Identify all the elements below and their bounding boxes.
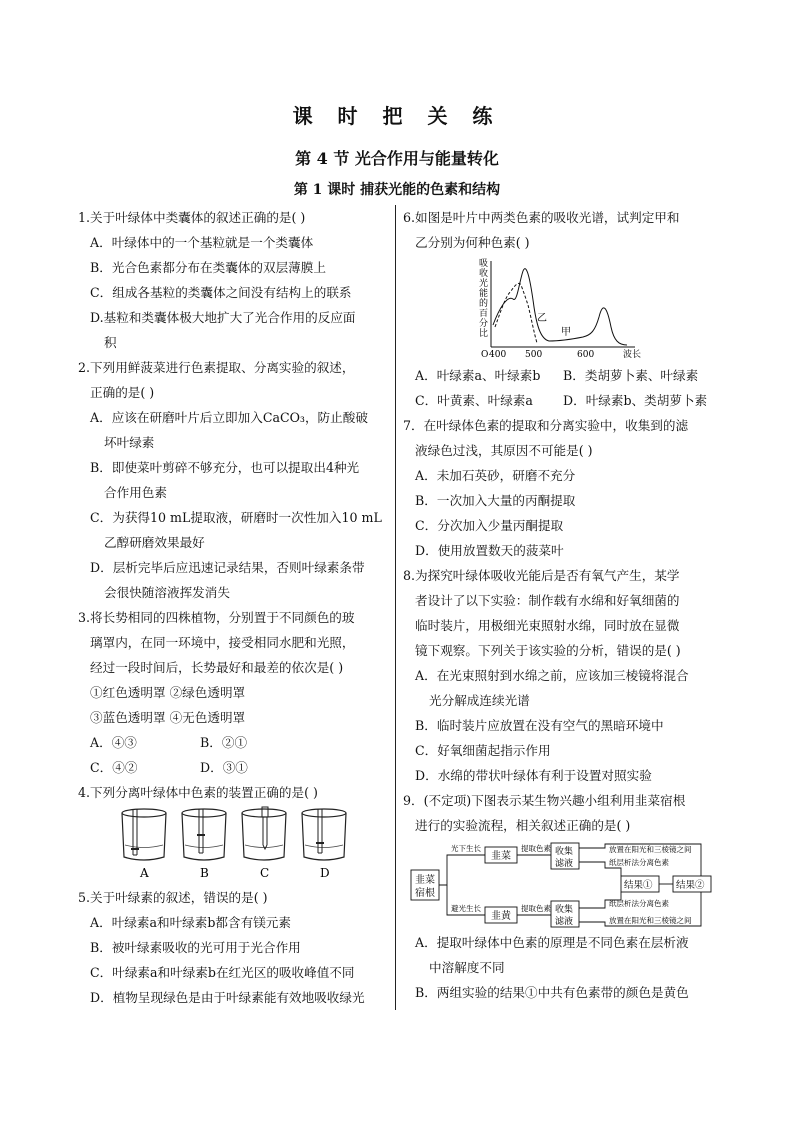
label-paper-bot: 纸层析法分离色素 [609, 899, 669, 908]
question-2 [78, 355, 388, 605]
question-stem: 3.将长势相同的四株植物，分别置于不同颜色的玻 [78, 610, 355, 625]
option-c-cont: 乙醇研磨效果最好 [104, 535, 205, 550]
question-stem: 4.下列分离叶绿体中色素的装置正确的是( ) [78, 785, 318, 800]
option-b[interactable]: B．一次加入大量的丙酮提取 [415, 493, 576, 508]
column-divider [395, 205, 396, 1010]
option-a[interactable]: A．未加石英砂，研磨不充分 [415, 468, 576, 483]
svg-text:分: 分 [479, 319, 489, 329]
x-tick-400: 400 [489, 350, 507, 360]
label-light: 光下生长 [451, 844, 481, 853]
option-c[interactable]: C．组成各基粒的类囊体之间没有结构上的联系 [90, 285, 352, 300]
svg-text:光: 光 [479, 279, 489, 289]
label-leek: 韭菜 [491, 851, 511, 862]
axis-origin: O [481, 350, 489, 360]
question-stem-cont: 经过一段时间后，长势最好和最差的依次是( ) [90, 660, 344, 675]
question-stem: 6.如图是叶片中两类色素的吸收光谱，试判定甲和 [403, 210, 680, 225]
y-axis-label [479, 258, 488, 339]
option-d[interactable]: D．植物呈现绿色是由于叶绿素能有效地吸收绿光 [90, 990, 365, 1005]
option-b[interactable]: B．光合色素都分布在类囊体的双层薄膜上 [90, 260, 326, 275]
curve-label-jia: 甲 [561, 327, 571, 338]
question-4 [78, 780, 388, 885]
condition-list: ③蓝色透明罩 ④无色透明罩 [90, 710, 246, 725]
label-result-1: 结果① [624, 880, 653, 891]
question-stem: 9．(不定项)下图表示某生物兴趣小组利用韭菜宿根 [403, 793, 686, 808]
question-stem-cont: 镜下观察。下列关于该实验的分析，错误的是( ) [415, 643, 681, 658]
question-stem: 1.关于叶绿体中类囊体的叙述正确的是( ) [78, 210, 306, 225]
option-row [78, 730, 388, 755]
section-title: 第 4 节 光合作用与能量转化 [295, 149, 499, 168]
option-b[interactable]: B．类胡萝卜素、叶绿素 [563, 368, 699, 383]
question-stem-cont: 液绿色过浅，其原因不可能是( ) [415, 443, 593, 458]
option-c[interactable]: C．分次加入少量丙酮提取 [415, 518, 564, 533]
option-d[interactable]: D．水绵的带状叶绿体有利于设置对照实验 [415, 768, 652, 783]
svg-text:吸: 吸 [479, 259, 489, 269]
label-collect-top-1: 收集 [555, 847, 574, 857]
beaker-a[interactable] [122, 809, 166, 860]
question-stem: 2.下列用鲜菠菜进行色素提取、分离实验的叙述， [78, 360, 355, 375]
option-d[interactable]: D．③① [200, 760, 248, 775]
beaker-b[interactable] [182, 809, 226, 860]
option-a[interactable]: A．提取叶绿体中色素的原理是不同色素在层析液 [415, 935, 689, 950]
label-extract-bot: 提取色素 [521, 904, 551, 913]
x-tick-500: 500 [525, 350, 543, 360]
svg-text:比: 比 [479, 329, 489, 339]
question-stem-cont: 乙分别为何种色素( ) [415, 235, 530, 250]
figure-label-a: A [140, 866, 149, 880]
option-b[interactable]: B．临时装片应放置在没有空气的黑暗环境中 [415, 718, 664, 733]
svg-text:能: 能 [479, 289, 489, 299]
question-stem-cont: 临时装片，用极细光束照射水绵，同时放在显微 [415, 618, 680, 633]
label-collect-top-2: 滤液 [555, 859, 574, 869]
page-title: 课 时 把 关 练 [292, 104, 502, 128]
subsection-title: 第 1 课时 捕获光能的色素和结构 [293, 182, 501, 198]
curve-yi [495, 283, 537, 343]
x-axis-label: 波长 [623, 350, 642, 360]
question-6 [403, 205, 721, 413]
absorption-spectrum-figure [403, 255, 703, 363]
label-prism-bot: 放置在阳光和三棱镜之间 [609, 916, 692, 925]
condition-list: ①红色透明罩 ②绿色透明罩 [90, 685, 246, 700]
option-d-cont: 积 [104, 335, 117, 350]
option-b-cont: 合作用色素 [104, 485, 167, 500]
right-column [403, 205, 721, 1005]
option-a[interactable]: A．应该在研磨叶片后立即加入CaCO₃，防止酸破 [90, 410, 368, 425]
left-column [78, 205, 388, 1010]
question-7 [403, 413, 721, 563]
question-stem-cont: 进行的实验流程，相关叙述正确的是( ) [415, 818, 631, 833]
label-prism-top: 放置在阳光和三棱镜之间 [609, 845, 692, 854]
svg-text:百: 百 [479, 309, 489, 319]
option-d[interactable]: D．使用放置数天的菠菜叶 [415, 543, 564, 558]
svg-text:收: 收 [479, 269, 489, 279]
option-c[interactable]: C．好氧细菌起指示作用 [415, 743, 551, 758]
option-c[interactable]: C．叶绿素a和叶绿素b在红光区的吸收峰值不同 [90, 965, 355, 980]
question-stem-cont: 璃罩内，在同一环境中，接受相同水肥和光照， [90, 635, 355, 650]
label-dark: 避光生长 [451, 904, 481, 913]
curve-jia [493, 269, 627, 345]
option-c[interactable]: C．为获得10 mL提取液，研磨时一次性加入10 mL [90, 510, 382, 525]
question-3 [78, 605, 388, 780]
option-a[interactable]: A．叶绿素a、叶绿素b [415, 368, 541, 383]
option-row [403, 363, 721, 388]
option-a-cont: 光分解成连续光谱 [429, 693, 530, 708]
svg-text:的: 的 [479, 299, 489, 309]
label-collect-bot-2: 滤液 [555, 917, 574, 927]
option-b[interactable]: B．②① [200, 735, 248, 750]
option-row [403, 388, 721, 413]
option-b[interactable]: B．即使菜叶剪碎不够充分，也可以提取出4种光 [90, 460, 360, 475]
label-paper-top: 纸层析法分离色素 [609, 858, 669, 867]
option-a[interactable]: A．叶绿素a和叶绿素b都含有镁元素 [90, 915, 291, 930]
question-5 [78, 885, 388, 1010]
question-stem-cont: 正确的是( ) [90, 385, 155, 400]
option-b[interactable]: B．被叶绿素吸收的光可用于光合作用 [90, 940, 301, 955]
figure-label-d: D [320, 866, 330, 880]
option-b[interactable]: B．两组实验的结果①中共有色素带的颜色是黄色 [415, 985, 689, 1000]
option-c[interactable]: C．叶黄素、叶绿素a [415, 393, 533, 408]
label-extract-top: 提取色素 [521, 844, 551, 853]
label-root-2: 宿根 [415, 888, 435, 899]
question-8 [403, 563, 721, 788]
label-yellow-leek: 韭黄 [491, 911, 511, 922]
x-tick-600: 600 [577, 350, 595, 360]
option-d[interactable]: D．层析完毕后应迅速记录结果，否则叶绿素条带 [90, 560, 365, 575]
option-row [78, 755, 388, 780]
figure-label-c: C [260, 866, 270, 880]
option-d[interactable]: D．叶绿素b、类胡萝卜素 [563, 393, 708, 408]
beaker-d[interactable] [302, 809, 346, 860]
option-a[interactable]: A．在光束照射到水绵之前，应该加三棱镜将混合 [415, 668, 689, 683]
label-collect-bot-1: 收集 [555, 905, 574, 915]
option-d[interactable]: D.基粒和类囊体极大地扩大了光合作用的反应面 [90, 310, 356, 325]
question-stem: 8.为探究叶绿体吸收光能后是否有氧气产生，某学 [403, 568, 680, 583]
label-result-2: 结果② [676, 880, 705, 891]
option-a-cont: 中溶解度不同 [429, 960, 505, 975]
curve-label-yi: 乙 [537, 313, 547, 324]
option-d-cont: 会很快随溶液挥发消失 [104, 585, 230, 600]
option-a[interactable]: A．叶绿体中的一个基粒就是一个类囊体 [90, 235, 314, 250]
beaker-c[interactable] [242, 807, 286, 860]
question-stem: 7．在叶绿体色素的提取和分离实验中，收集到的滤 [403, 418, 689, 433]
question-1 [78, 205, 388, 355]
question-stem: 5.关于叶绿素的叙述，错误的是( ) [78, 890, 268, 905]
question-9 [403, 788, 721, 1005]
option-a[interactable]: A．④③ [90, 735, 137, 750]
option-c[interactable]: C．④② [90, 760, 138, 775]
figure-label-b: B [200, 866, 209, 880]
leek-experiment-flowchart [403, 838, 721, 930]
chromatography-apparatus-figure [78, 805, 378, 885]
option-a-cont: 坏叶绿素 [104, 435, 155, 450]
label-root-1: 韭菜 [415, 875, 435, 886]
question-stem-cont: 者设计了以下实验：制作载有水绵和好氧细菌的 [415, 593, 680, 608]
